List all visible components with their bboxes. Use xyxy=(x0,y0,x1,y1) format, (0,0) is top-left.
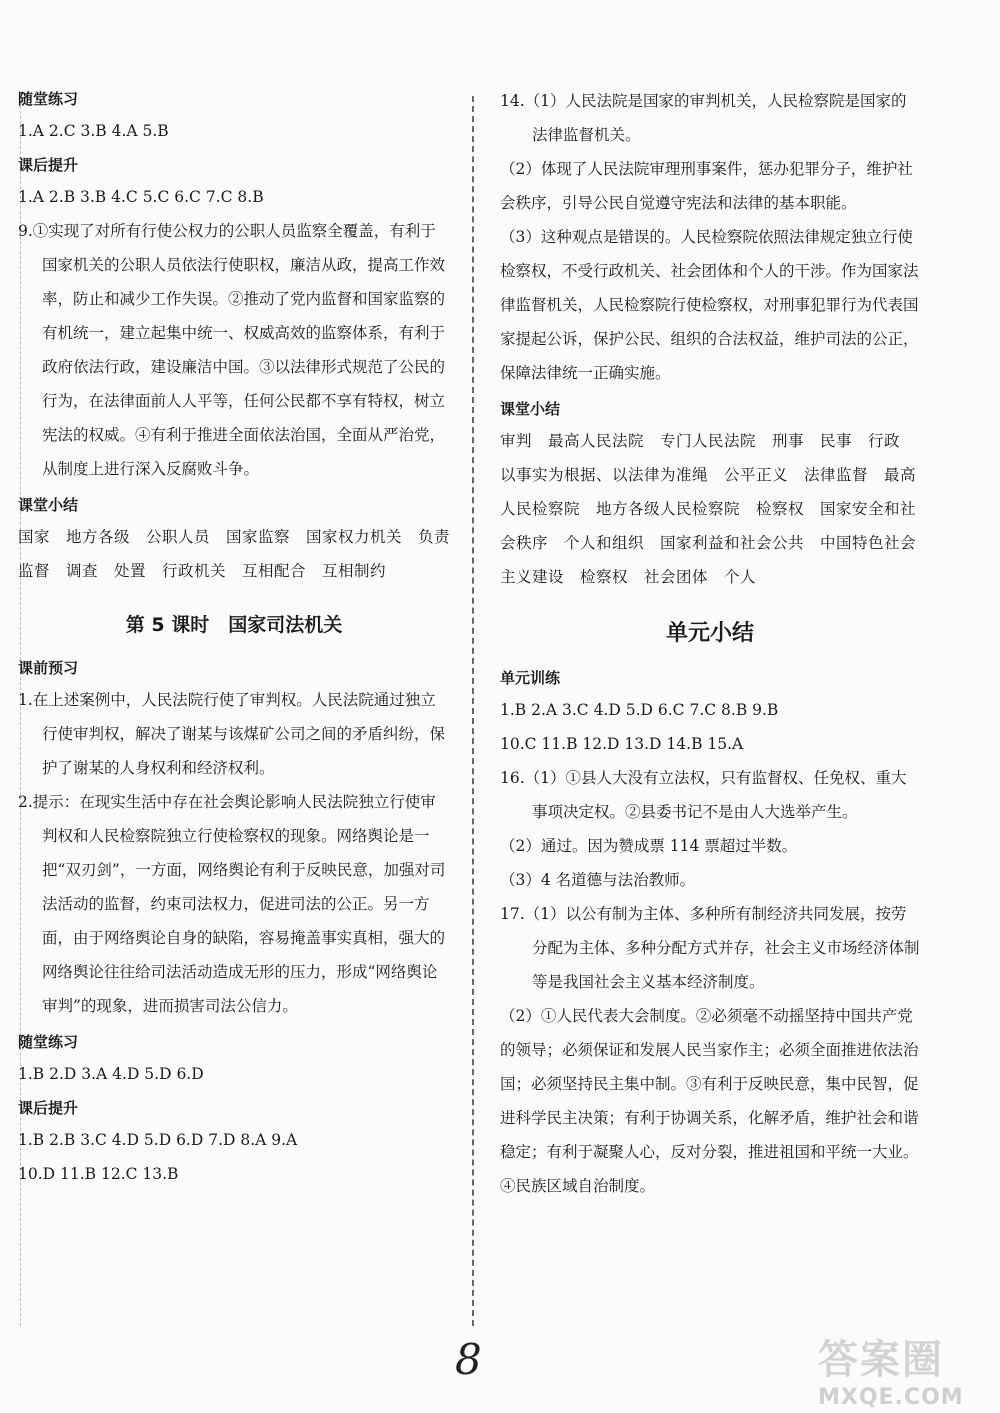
heading-class-summary: 课堂小结 xyxy=(18,496,79,514)
question-14-part-3: （3）这种观点是错误的。人民检察院依照法律规定独立行使检察权，不受行政机关、社会团体和个人的干涉。作为国家法律监督机关，人民检察院行使检察权，对刑事犯罪行为代表国家提起公诉，保护公民、组织的合法权益，维护司法的公正，保障法律统一正确实施。 xyxy=(500,228,919,382)
unit-answers-1: 1.B 2.A 3.C 4.D 5.D 6.C 7.C 8.B 9.B xyxy=(500,701,779,719)
heading-after-class: 课后提升 xyxy=(18,156,79,174)
page-number: 8 xyxy=(455,1335,482,1384)
lesson5-after-answers-1: 1.B 2.B 3.C 4.D 5.D 6.D 7.D 8.A 9.A xyxy=(18,1131,298,1149)
column-divider xyxy=(472,96,474,1326)
heading-preview: 课前预习 xyxy=(18,659,79,677)
unit-summary-title: 单元小结 xyxy=(665,621,754,646)
preview-question-2: 2.提示：在现实生活中存在社会舆论影响人民法院独立行使审判权和人民检察院独立行使检察权的现象。网络舆论是一把“双刃剑”，一方面，网络舆论有利于反映民意，加强对司法活动的监督，约束司法权力，促进司法的公正。另一方面，由于网络舆论自身的缺陷，容易掩盖事实真相，强大的网络舆论往往给司法活动造成无形的压力，形成“网络舆论审判”的现象，进而损害司法公信力。 xyxy=(18,793,446,1015)
question-14-part-1: 14.（1）人民法院是国家的审判机关，人民检察院是国家的法律监督机关。 xyxy=(500,92,907,144)
unit-answers-2: 10.C 11.B 12.D 13.D 14.B 15.A xyxy=(500,735,744,753)
question-16-part-1: 16.（1）①县人大没有立法权，只有监督权、任免权、重大事项决定权。②县委书记不是由人大选举产生。 xyxy=(500,769,907,821)
heading-lesson5-practice: 随堂练习 xyxy=(18,1033,79,1051)
question-16-part-3: （3）4 名道德与法治教师。 xyxy=(500,871,696,889)
heading-practice: 随堂练习 xyxy=(18,90,79,108)
heading-unit-training: 单元训练 xyxy=(500,669,561,687)
question-17-part-1: 17.（1）以公有制为主体、多种所有制经济共同发展，按劳分配为主体、多种分配方式并存，社会主义市场经济体制等是我国社会主义基本经济制度。 xyxy=(500,905,920,991)
heading-right-summary: 课堂小结 xyxy=(500,400,561,418)
watermark-url: MXQE.COM xyxy=(818,1385,964,1410)
preview-question-1: 1.在上述案例中，人民法院行使了审判权。人民法院通过独立行使审判权，解决了谢某与该煤矿公司之间的矛盾纠纷，保护了谢某的人身权利和经济权利。 xyxy=(18,691,446,777)
watermark-logo xyxy=(818,1328,998,1408)
lesson5-practice-answers: 1.B 2.D 3.A 4.D 5.D 6.D xyxy=(18,1065,204,1083)
question-16-part-2: （2）通过。因为赞成票 114 票超过半数。 xyxy=(500,837,798,855)
left-column xyxy=(18,84,467,1191)
lesson5-after-answers-2: 10.D 11.B 12.C 13.B xyxy=(18,1165,179,1183)
heading-lesson5-after: 课后提升 xyxy=(18,1099,79,1117)
question-17-part-2: （2）①人民代表大会制度。②必须毫不动摇坚持中国共产党的领导；必须保证和发展人民当家作主；必须全面推进依法治国；必须坚持民主集中制。③有利于反映民意，集中民智，促进科学民主决策；有利于协调关系，化解矛盾，维护社会和谐稳定；有利于凝聚人心，反对分裂，推进祖国和平统一大业。④民族区域自治制度。 xyxy=(500,1007,919,1195)
right-column xyxy=(500,84,920,1203)
class-summary-text: 国家 地方各级 公职人员 国家监察 国家权力机关 负责 监督 调查 处置 行政机关 互相配合 互相制约 xyxy=(18,528,467,580)
right-summary-text: 审判 最高人民法院 专门人民法院 刑事 民事 行政 以事实为根据、以法律为准绳 公平正义 法律监督 最高人民检察院 地方各级人民检察院 检察权 国家安全和社会秩序 个人和组织 国家利益和社会公共 中国特色社会主义建设 检察权 社会团体 个人 xyxy=(500,432,917,586)
question-14-part-2: （2）体现了人民法院审理刑事案件，惩办犯罪分子，维护社会秩序，引导公民自觉遵守宪法和法律的基本职能。 xyxy=(500,160,913,212)
practice-answers: 1.A 2.C 3.B 4.A 5.B xyxy=(18,122,169,140)
lesson-5-title: 第 5 课时 国家司法机关 xyxy=(125,614,343,636)
watermark-brand: 答案圈 xyxy=(818,1337,944,1383)
after-class-answers: 1.A 2.B 3.B 4.C 5.C 6.C 7.C 8.B xyxy=(18,188,264,206)
question-9: 9.①实现了对所有行使公权力的公职人员监察全覆盖，有利于国家机关的公职人员依法行使职权，廉洁从政，提高工作效率，防止和减少工作失误。②推动了党内监督和国家监察的有机统一，建立起集中统一、权威高效的监察体系，有利于政府依法行政，建设廉洁中国。③以法律形式规范了公民的行为，在法律面前人人平等，任何公民都不享有特权，树立宪法的权威。④有利于推进全面依法治国，全面从严治党，从制度上进行深入反腐败斗争。 xyxy=(18,222,446,478)
